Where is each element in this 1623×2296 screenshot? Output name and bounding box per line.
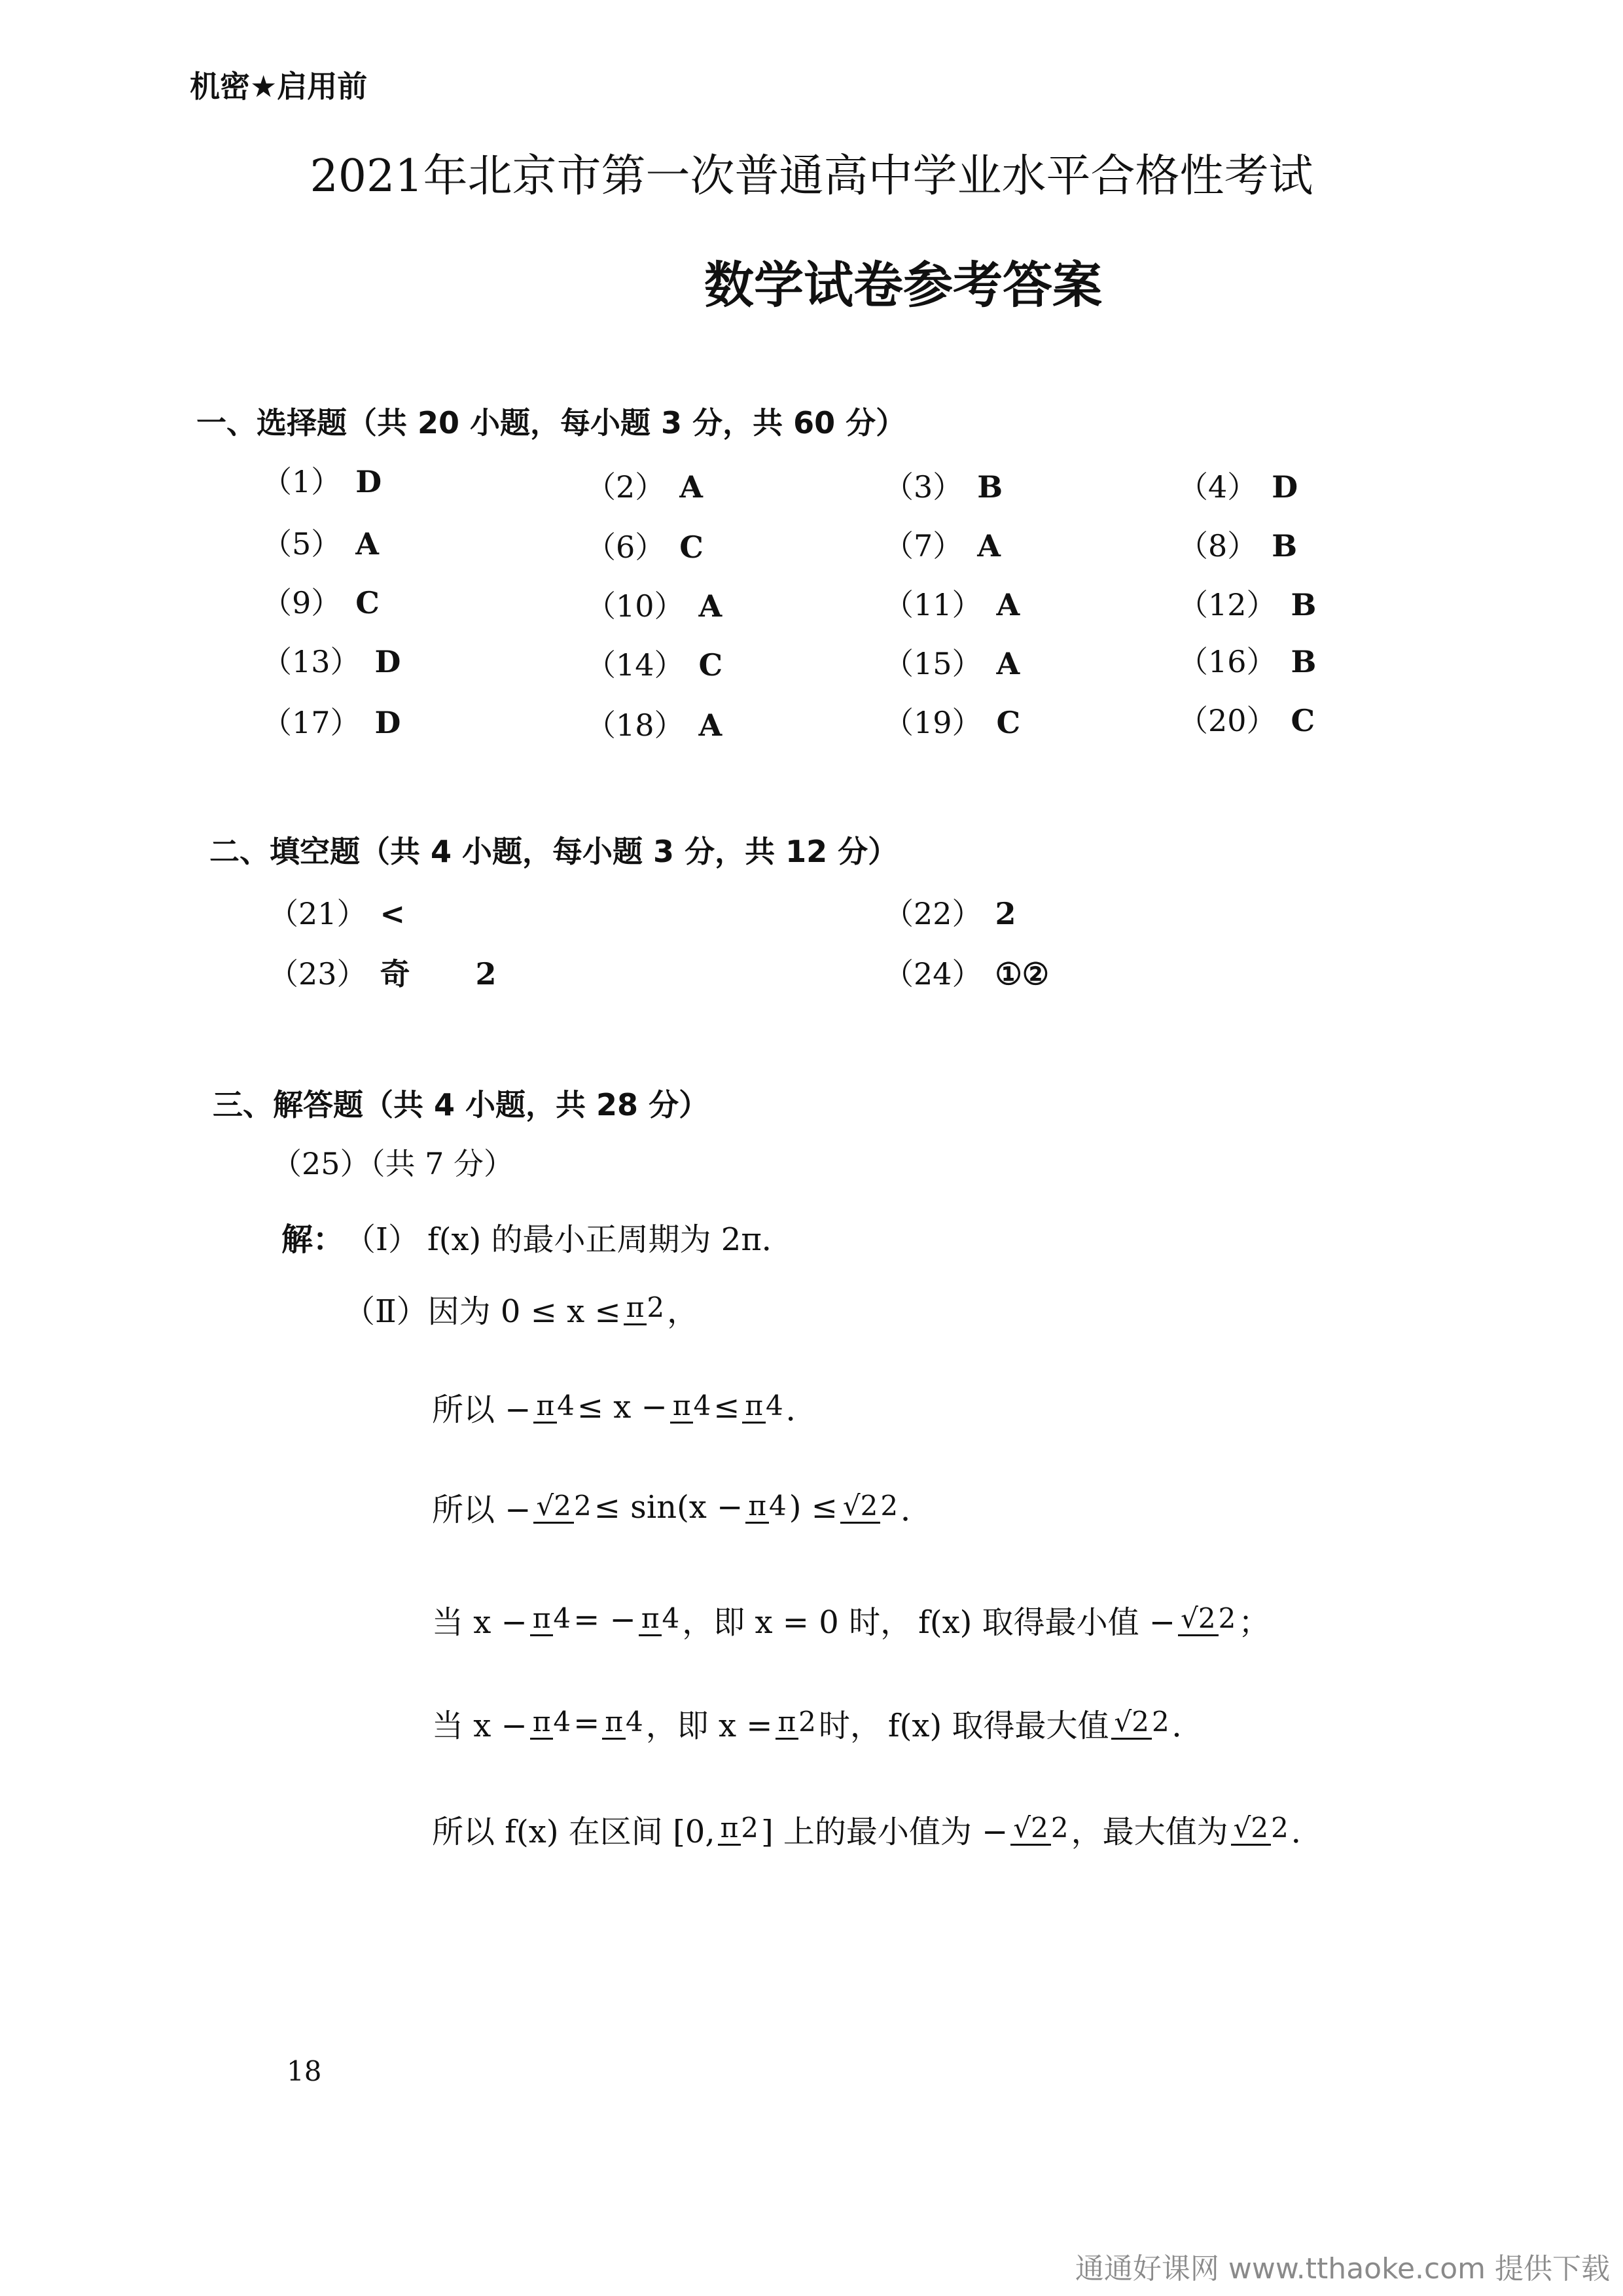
solution-line5: 当 x − π4 = π4 ，即 x = π2 时， f(x) 取得最大值 √22 ． bbox=[432, 1704, 1204, 1744]
answer-item: （5） A bbox=[262, 526, 379, 562]
solution-line3: 所以 − √22 ≤ sin(x − π4 ) ≤ √22 ． bbox=[432, 1488, 933, 1528]
answer-item: （20） C bbox=[1178, 703, 1315, 738]
solution-part1: 解： （Ⅰ） f(x) 的最小正周期为 2π． bbox=[281, 1214, 793, 1259]
confidential-label: 机密★启用前 bbox=[190, 69, 368, 104]
answer-item: （3） B bbox=[883, 469, 1003, 505]
answer-item: （9） C bbox=[262, 585, 380, 620]
fraction: π2 bbox=[624, 1292, 664, 1325]
answer-item: （14） C bbox=[586, 647, 723, 683]
solution-part2-line1: （Ⅱ） 因为 0 ≤ x ≤ π2 ， bbox=[344, 1291, 699, 1330]
solution-line2: 所以 − π4 ≤ x − π4 ≤ π4 ． bbox=[432, 1388, 817, 1428]
fill-answer-item: （21） < bbox=[268, 896, 406, 931]
section1-heading: 一、选择题（共 20 小题，每小题 3 分，共 60 分） bbox=[196, 405, 906, 440]
fill-answer-item: （23） 奇 2 bbox=[268, 956, 497, 992]
answer-item: （13） D bbox=[262, 644, 401, 679]
answer-item: （11） A bbox=[883, 587, 1020, 622]
solution-line6: 所以 f(x) 在区间 [0, π2 ] 上的最小值为 − √22 ，最大值为 √22 ． bbox=[432, 1811, 1323, 1850]
answer-item: （2） A bbox=[586, 469, 703, 505]
fill-answer-item: （24） ①② bbox=[883, 956, 1050, 992]
answer-item: （16） B bbox=[1178, 644, 1317, 679]
answer-item: （4） D bbox=[1178, 469, 1298, 505]
page-number: 18 bbox=[287, 2055, 322, 2087]
answer-item: （6） C bbox=[586, 529, 704, 565]
solution-line4: 当 x − π4 = − π4 ，即 x = 0 时， f(x) 取得最小值 − √22 ； bbox=[432, 1601, 1270, 1641]
footer-watermark: 通通好课网 www.tthaoke.com 提供下载 bbox=[1075, 2252, 1610, 2286]
exam-title: 2021年北京市第一次普通高中学业水平合格性考试 bbox=[310, 151, 1313, 202]
answer-item: （7） A bbox=[883, 528, 1001, 564]
answer-item: （19） C bbox=[883, 705, 1021, 740]
answer-key-title: 数学试卷参考答案 bbox=[704, 256, 1102, 314]
answer-item: （17） D bbox=[262, 705, 401, 740]
question-25-label: （25）（共 7 分） bbox=[272, 1146, 514, 1181]
fill-answer-item: （22） 2 bbox=[883, 896, 1016, 931]
section2-heading: 二、填空题（共 4 小题，每小题 3 分，共 12 分） bbox=[209, 834, 899, 869]
answer-item: （1） D bbox=[262, 464, 382, 499]
answer-item: （8） B bbox=[1178, 528, 1298, 564]
solution-label: 解： bbox=[281, 1221, 345, 1258]
section3-heading: 三、解答题（共 4 小题，共 28 分） bbox=[213, 1087, 709, 1122]
answer-item: （15） A bbox=[883, 646, 1020, 681]
answer-item: （10） A bbox=[586, 588, 722, 624]
answer-item: （12） B bbox=[1178, 587, 1317, 622]
answer-item: （18） A bbox=[586, 708, 722, 743]
